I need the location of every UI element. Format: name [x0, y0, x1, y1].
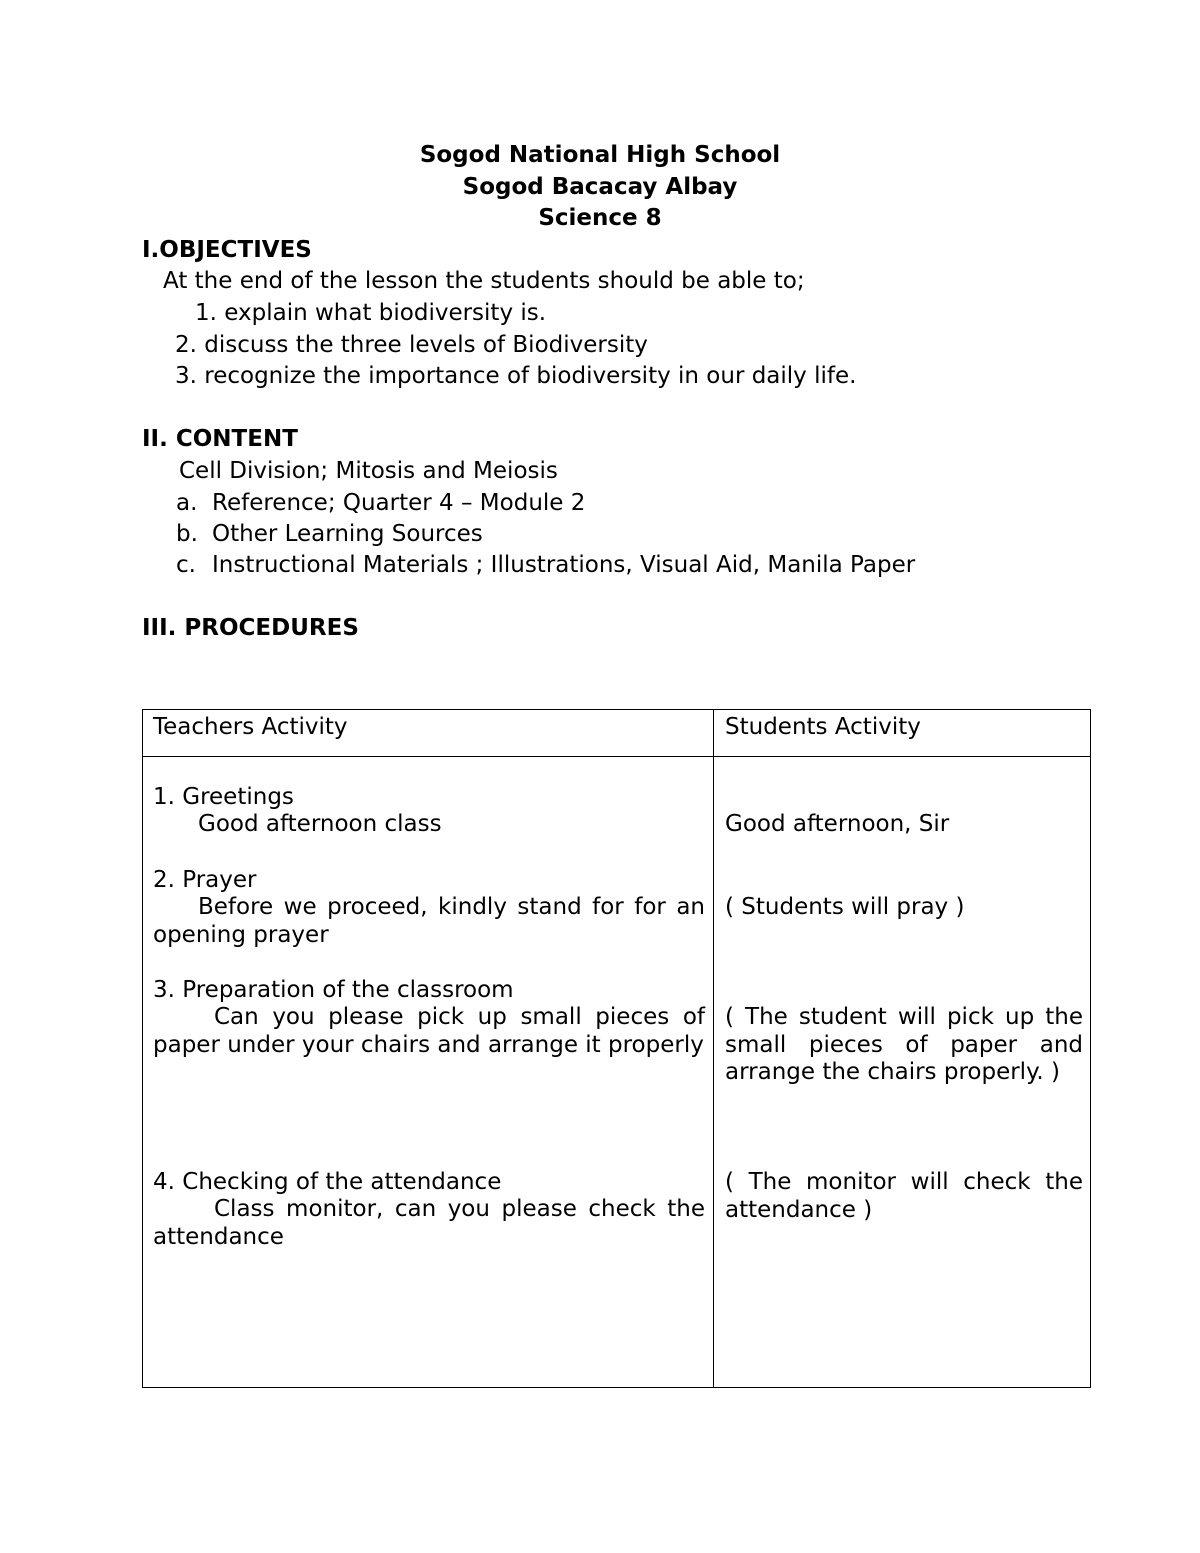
student-activity-text: ( Students will pray ) [725, 894, 965, 920]
procedures-heading: III. PROCEDURES [142, 615, 359, 641]
procedure-step-title: 1. Greetings [153, 784, 294, 810]
content-item-text: Reference; Quarter 4 – Module 2 [212, 490, 586, 516]
objective-item: 3. recognize the importance of biodiversity in our daily life. [175, 363, 857, 389]
subject-title: Science 8 [538, 205, 662, 231]
content-item-letter: a. [176, 490, 198, 516]
procedure-step-title: 4. Checking of the attendance [153, 1169, 502, 1195]
objectives-intro: At the end of the lesson the students should be able to; [163, 268, 805, 294]
content-topic: Cell Division; Mitosis and Meiosis [179, 458, 558, 484]
content-heading: II. CONTENT [142, 426, 298, 452]
procedure-step-title: 3. Preparation of the classroom [153, 977, 514, 1003]
student-activity-text: ( The student will pick up the small pieces of paper and arrange the chairs properly. ) [725, 1004, 1083, 1085]
column-header-teacher: Teachers Activity [153, 714, 348, 740]
objectives-heading: I.OBJECTIVES [142, 237, 312, 263]
procedures-table [142, 709, 1091, 1388]
content-item-letter: c. [176, 552, 196, 578]
school-name: Sogod National High School [419, 142, 781, 168]
teacher-activity-text: Class monitor, can you please check the attendance [153, 1196, 705, 1250]
objective-item: 1. explain what biodiversity is. [195, 300, 547, 326]
student-activity-text: ( The monitor will check the attendance ) [725, 1169, 1083, 1223]
teacher-activity-text: Can you please pick up small pieces of paper under your chairs and arrange it properly [153, 1004, 705, 1058]
column-header-student: Students Activity [725, 714, 921, 740]
teacher-activity-text: Before we proceed, kindly stand for for an opening prayer [153, 894, 705, 948]
table-header-divider [143, 756, 1090, 757]
content-item-text: Instructional Materials ; Illustrations, Visual Aid, Manila Paper [212, 552, 916, 578]
objective-item: 2. discuss the three levels of Biodiversity [175, 332, 648, 358]
procedure-step-title: 2. Prayer [153, 867, 257, 893]
content-item-text: Other Learning Sources [212, 521, 483, 547]
student-activity-text: Good afternoon, Sir [725, 811, 950, 837]
teacher-activity-text: Good afternoon class [198, 811, 442, 837]
content-item-letter: b. [176, 521, 198, 547]
table-column-divider [713, 710, 714, 1387]
school-address: Sogod Bacacay Albay [462, 174, 738, 200]
